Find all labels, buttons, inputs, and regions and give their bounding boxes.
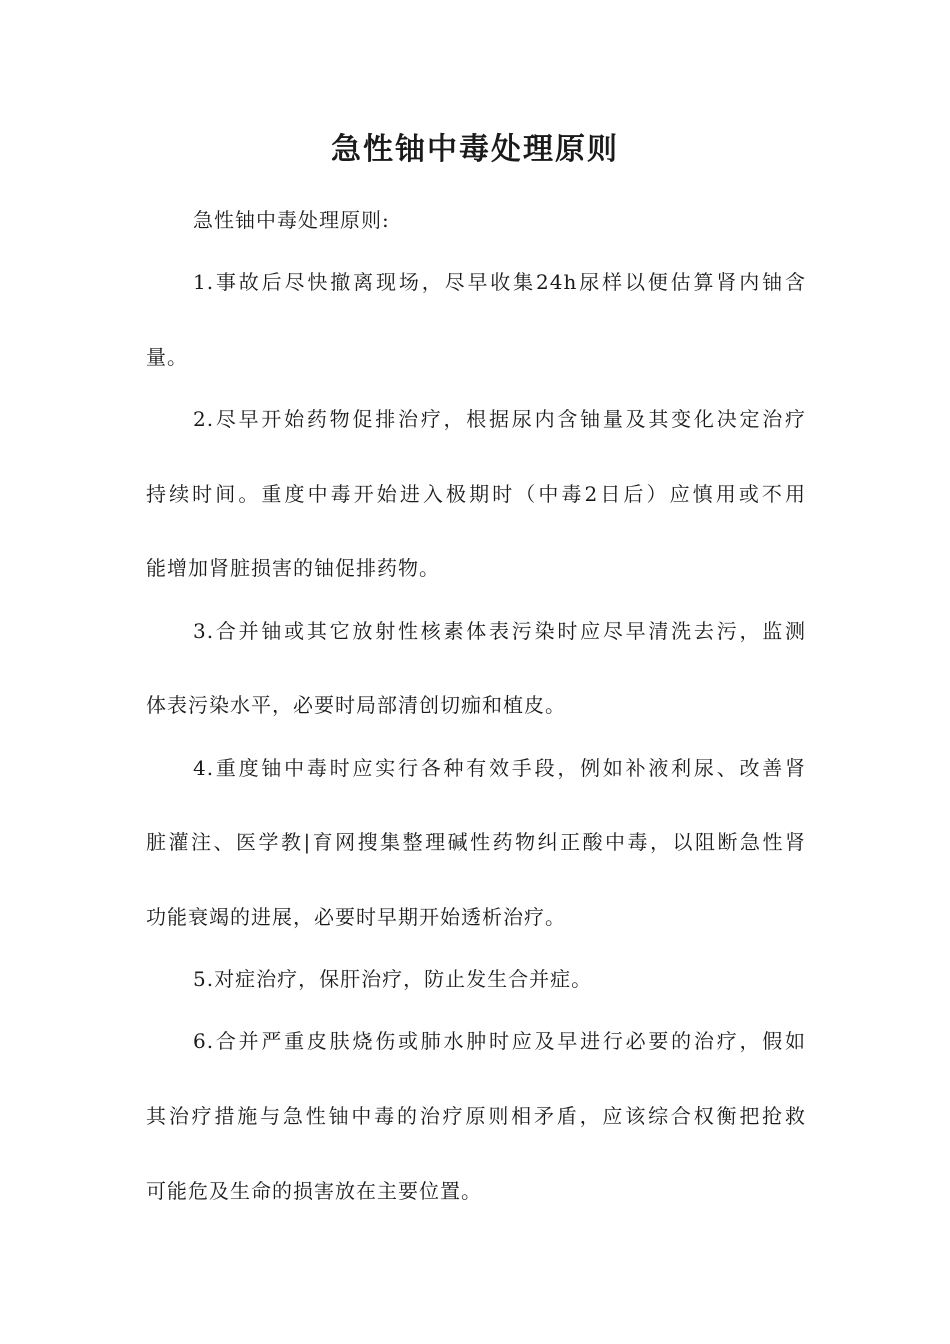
- document-title: 急性铀中毒处理原则: [331, 132, 619, 167]
- paragraph-4-line-2: 脏灌注、医学教|育网搜集整理碱性药物纠正酸中毒，以阻断急性肾: [146, 830, 806, 854]
- paragraph-2-line-3: 能增加肾脏损害的铀促排药物。: [146, 556, 440, 580]
- paragraph-5-line-1: 5.对症治疗，保肝治疗，防止发生合并症。: [193, 967, 593, 991]
- paragraph-2-line-1: 2.尽早开始药物促排治疗，根据尿内含铀量及其变化决定治疗: [193, 407, 806, 431]
- paragraph-3-line-1: 3.合并铀或其它放射性核素体表污染时应尽早清洗去污，监测: [193, 619, 806, 643]
- intro-line: 急性铀中毒处理原则:: [193, 208, 390, 232]
- paragraph-1-line-1: 1.事故后尽快撤离现场，尽早收集24h尿样以便估算肾内铀含: [193, 270, 806, 294]
- paragraph-6-line-3: 可能危及生命的损害放在主要位置。: [146, 1179, 482, 1203]
- paragraph-4-line-3: 功能衰竭的进展，必要时早期开始透析治疗。: [146, 905, 566, 929]
- paragraph-6-line-1: 6.合并严重皮肤烧伤或肺水肿时应及早进行必要的治疗，假如: [193, 1029, 806, 1053]
- paragraph-6-line-2: 其治疗措施与急性铀中毒的治疗原则相矛盾，应该综合权衡把抢救: [146, 1104, 806, 1128]
- paragraph-1-line-2: 量。: [146, 345, 188, 369]
- paragraph-2-line-2: 持续时间。重度中毒开始进入极期时（中毒2日后）应慎用或不用: [146, 482, 806, 506]
- paragraph-4-line-1: 4.重度铀中毒时应实行各种有效手段，例如补液利尿、改善肾: [193, 756, 806, 780]
- paragraph-3-line-2: 体表污染水平，必要时局部清创切痂和植皮。: [146, 693, 566, 717]
